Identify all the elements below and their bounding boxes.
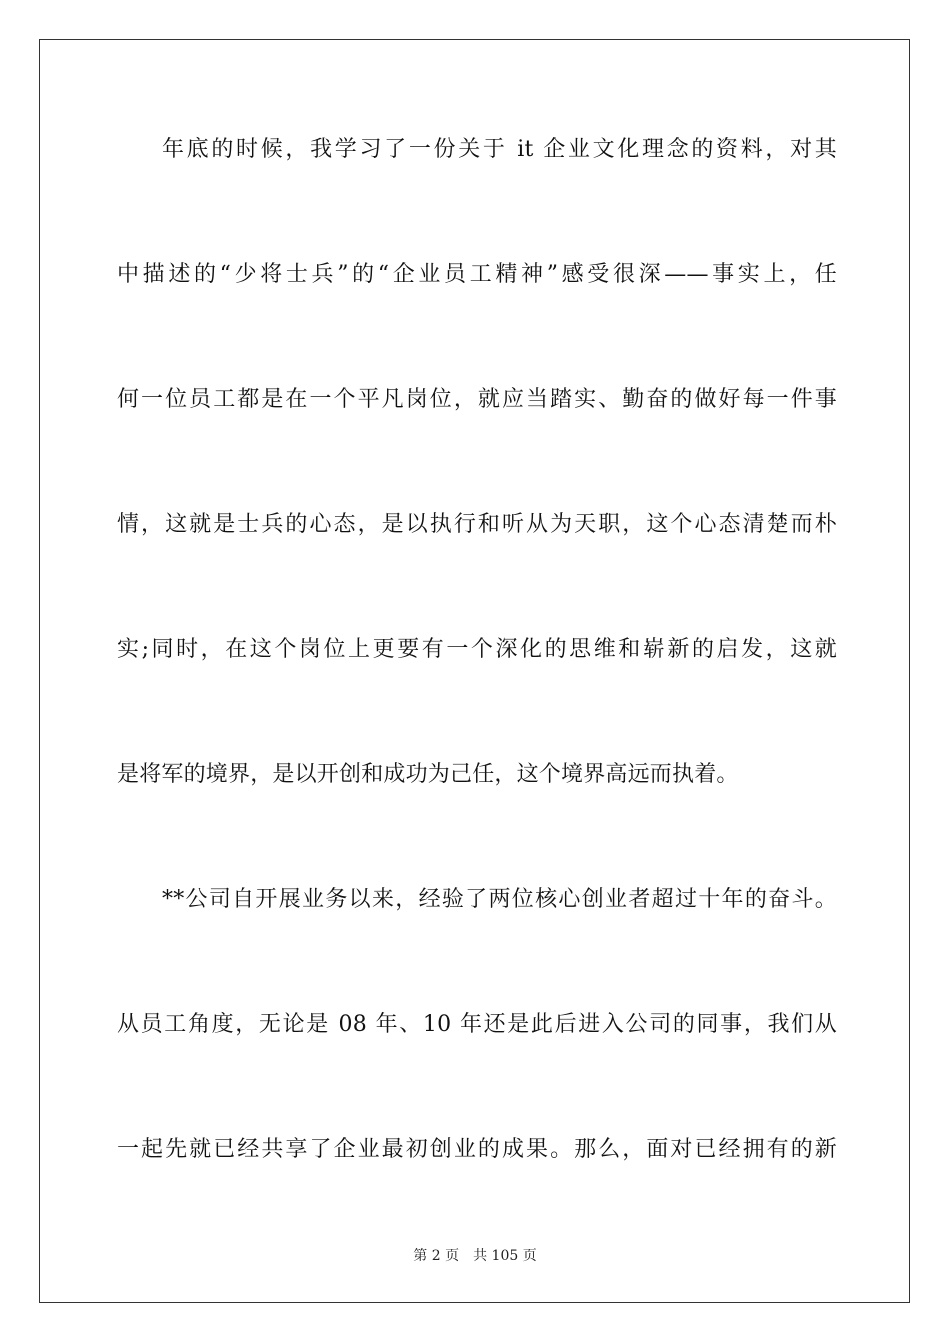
- paragraph-2-line-3: 一起先就已经共享了企业最初创业的成果。那么，面对已经拥有的新: [117, 1137, 837, 1162]
- paragraph-1-line-5: 实;同时，在这个岗位上更要有一个深化的思维和崭新的启发，这就: [117, 637, 837, 662]
- paragraph-1-line-2: 中描述的“少将士兵”的“企业员工精神”感受很深——事实上，任: [117, 262, 837, 287]
- paragraph-1-line-4: 情，这就是士兵的心态，是以执行和听从为天职，这个心态清楚而朴: [117, 512, 837, 537]
- paragraph-1-line-1: 年底的时候，我学习了一份关于 it 企业文化理念的资料，对其: [162, 137, 837, 162]
- page-border: [39, 39, 910, 1303]
- paragraph-2-line-2: 从员工角度，无论是 08 年、10 年还是此后进入公司的同事，我们从: [117, 1012, 837, 1037]
- paragraph-1-line-3: 何一位员工都是在一个平凡岗位，就应当踏实、勤奋的做好每一件事: [117, 387, 837, 412]
- page-number-footer: 第 2 页 共 105 页: [413, 1248, 537, 1264]
- paragraph-1-line-6: 是将军的境界，是以开创和成功为己任，这个境界高远而执着。: [117, 762, 739, 787]
- paragraph-2-line-1: **公司自开展业务以来，经验了两位核心创业者超过十年的奋斗。: [162, 887, 837, 912]
